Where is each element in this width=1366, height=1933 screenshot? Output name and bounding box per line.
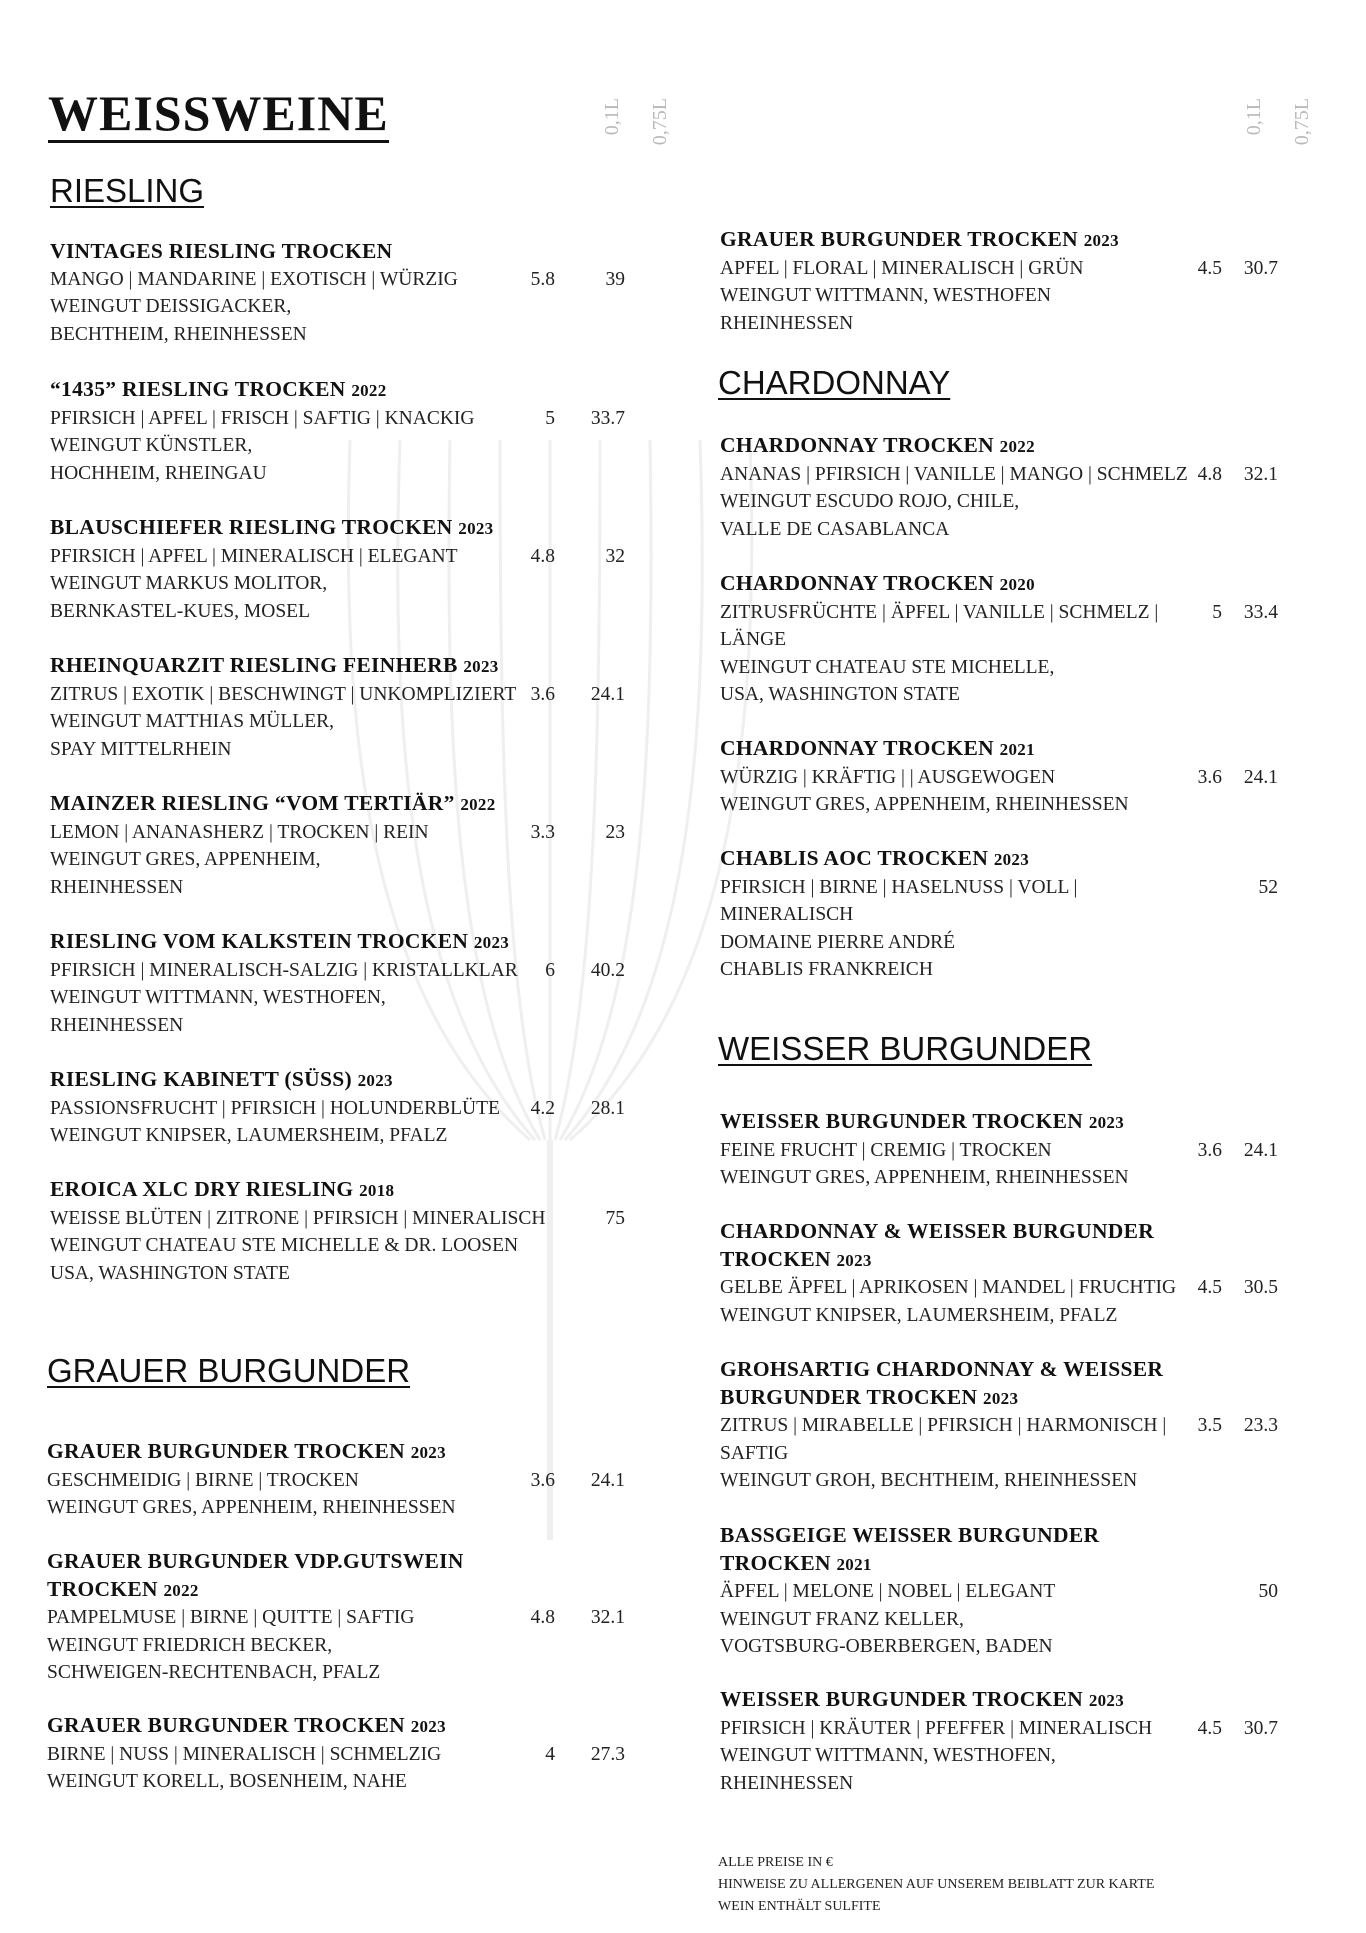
wine-year: 2023 <box>1083 231 1119 250</box>
wine-name-text: VINTAGES RIESLING TROCKEN <box>50 239 393 263</box>
wine-producer-line: WEINGUT CHATEAU STE MICHELLE, <box>720 656 1055 678</box>
wine-producer-line: WEINGUT MATTHIAS MÜLLER, <box>50 711 334 732</box>
wine-name-text: GRAUER BURGUNDER VDP.GUTSWEIN <box>47 1549 464 1573</box>
wine-year: 2023 <box>993 850 1030 869</box>
price-glass: 5 <box>545 407 555 429</box>
section-heading-grauer-burgunder: GRAUER BURGUNDER <box>47 1352 411 1389</box>
wine-name-line2: BURGUNDER TROCKEN <box>720 1384 978 1409</box>
wine-producer-line: VOGTSBURG-OBERBERGEN, BADEN <box>720 1636 1053 1657</box>
wine-entry <box>50 1176 630 1287</box>
footnotes <box>718 1852 1154 1918</box>
wine-entry <box>720 1522 1300 1661</box>
wine-name <box>50 928 630 957</box>
wine-year: 2023 <box>463 657 499 676</box>
wine-name <box>47 1548 627 1604</box>
wine-tasting-notes: ANANAS | PFIRSICH | VANILLE | MANGO | SCHMELZ <box>720 463 1188 485</box>
wine-producer-line: DOMAINE PIERRE ANDRÉ <box>720 931 956 953</box>
wine-name <box>720 1522 1300 1578</box>
section-heading-weisser-burgunder: WEISSER BURGUNDER <box>718 1030 1093 1067</box>
wine-tasting-notes: GELBE ÄPFEL | APRIKOSEN | MANDEL | FRUCHTIG <box>720 1277 1177 1298</box>
wine-producer-line: BECHTHEIM, RHEINHESSEN <box>50 323 307 345</box>
section-heading-chardonnay: CHARDONNAY <box>718 364 951 401</box>
wine-entry <box>50 376 630 487</box>
wine-tasting-notes: ZITRUS | EXOTIK | BESCHWINGT | UNKOMPLIZIERT <box>50 683 517 705</box>
wine-producer-line: WEINGUT MARKUS MOLITOR, <box>50 573 328 594</box>
wine-year: 2022 <box>163 1580 199 1600</box>
wine-year: 2023 <box>473 933 510 952</box>
wine-producer-line: LÄNGE <box>720 629 787 650</box>
wine-producer-line: HOCHHEIM, RHEINGAU <box>50 462 267 484</box>
wine-producer-line: RHEINHESSEN <box>50 1014 184 1036</box>
wine-tasting-notes: PFIRSICH | MINERALISCH-SALZIG | KRISTALLKLAR <box>50 959 518 981</box>
price-bottle: 40.2 <box>590 959 625 981</box>
wine-year: 2023 <box>458 519 494 538</box>
wine-entry <box>50 514 630 625</box>
wine-name <box>720 1686 1300 1715</box>
wine-year: 2021 <box>999 740 1035 759</box>
wine-entry <box>47 1438 627 1522</box>
wine-entry <box>50 238 630 348</box>
wine-tasting-notes: GESCHMEIDIG | BIRNE | TROCKEN <box>47 1469 359 1491</box>
wine-tasting-notes: PAMPELMUSE | BIRNE | QUITTE | SAFTIG <box>47 1607 415 1628</box>
wine-producer-line: WEINGUT KÜNSTLER, <box>50 435 253 456</box>
wine-name-text: RIESLING VOM KALKSTEIN TROCKEN <box>50 929 469 953</box>
wine-name-line2: TROCKEN <box>47 1576 158 1601</box>
wine-name <box>720 570 1300 599</box>
price-bottle: 33.4 <box>1243 601 1278 623</box>
wine-tasting-notes: ZITRUSFRÜCHTE | ÄPFEL | VANILLE | SCHMELZ | <box>720 601 1159 623</box>
wine-entry <box>50 1066 630 1150</box>
price-bottle: 32 <box>605 545 625 567</box>
wine-year: 2023 <box>983 1388 1019 1408</box>
wine-entry <box>720 1108 1300 1192</box>
wine-tasting-notes: ZITRUS | MIRABELLE | PFIRSICH | HARMONISCH | <box>720 1415 1167 1436</box>
wine-producer-line: WEINGUT FRIEDRICH BECKER, <box>47 1634 333 1656</box>
wine-producer-line: MINERALISCH <box>720 904 854 925</box>
price-glass: 3.5 <box>1197 1415 1222 1436</box>
wine-producer-line: RHEINHESSEN <box>720 312 854 334</box>
wine-year: 2021 <box>836 1554 872 1574</box>
wine-year: 2022 <box>460 795 496 814</box>
wine-producer-line: WEINGUT GRES, APPENHEIM, RHEINHESSEN <box>47 1497 456 1518</box>
price-glass: 6 <box>545 959 555 981</box>
wine-tasting-notes: LEMON | ANANASHERZ | TROCKEN | REIN <box>50 821 429 843</box>
wine-year: 2023 <box>410 1717 446 1736</box>
wine-entry <box>50 652 630 763</box>
wine-year: 2023 <box>836 1250 872 1270</box>
wine-entry <box>720 1218 1300 1329</box>
price-glass: 4.8 <box>530 545 555 567</box>
wine-name-text: CHARDONNAY TROCKEN <box>720 571 994 595</box>
price-glass: 3.6 <box>1197 1139 1222 1161</box>
wine-producer-line: WEINGUT WITTMANN, WESTHOFEN, <box>50 987 386 1008</box>
wine-entry <box>50 790 630 901</box>
wine-producer-line: WEINGUT CHATEAU STE MICHELLE & DR. LOOSEN <box>50 1235 519 1256</box>
wine-producer-line: WEINGUT ESCUDO ROJO, CHILE, <box>720 491 1020 512</box>
wine-name <box>50 790 630 819</box>
wine-producer-line: RHEINHESSEN <box>720 1772 854 1794</box>
wine-name-text: BLAUSCHIEFER RIESLING TROCKEN <box>50 515 453 539</box>
price-glass: 4.2 <box>530 1097 555 1119</box>
wine-name <box>50 376 630 405</box>
wine-tasting-notes: FEINE FRUCHT | CREMIG | TROCKEN <box>720 1139 1052 1161</box>
wine-tasting-notes: MANGO | MANDARINE | EXOTISCH | WÜRZIG <box>50 268 458 290</box>
wine-name-text: BASSGEIGE WEISSER BURGUNDER <box>720 1523 1100 1547</box>
price-bottle: 50 <box>1258 1581 1278 1602</box>
wine-name-text: CHABLIS AOC TROCKEN <box>720 846 989 870</box>
footnote-prices: ALLE PREISE IN € <box>718 1855 833 1870</box>
wine-entry <box>720 570 1300 709</box>
wine-year: 2023 <box>1088 1691 1125 1710</box>
price-bottle: 52 <box>1258 876 1278 898</box>
wine-tasting-notes: WEISSE BLÜTEN | ZITRONE | PFIRSICH | MINERALISCH <box>50 1207 546 1229</box>
wine-producer-line: WEINGUT GRES, APPENHEIM, RHEINHESSEN <box>720 1167 1129 1188</box>
price-glass: 5.8 <box>530 268 555 290</box>
price-bottle: 39 <box>605 268 625 290</box>
wine-entry <box>720 226 1300 337</box>
price-bottle: 24.1 <box>1243 766 1278 788</box>
wine-producer-line: WEINGUT WITTMANN, WESTHOFEN, <box>720 1745 1056 1766</box>
price-bottle: 32.1 <box>1243 463 1278 485</box>
volume-header-small: 0,1L <box>1243 98 1265 136</box>
price-glass: 5 <box>1212 601 1222 623</box>
wine-producer-line: WEINGUT KORELL, BOSENHEIM, NAHE <box>47 1771 407 1792</box>
price-bottle: 24.1 <box>1243 1139 1278 1161</box>
wine-producer-line: USA, WASHINGTON STATE <box>720 684 960 705</box>
volume-header-large: 0,75L <box>1291 98 1313 146</box>
price-glass: 3.6 <box>530 1469 555 1491</box>
wine-name <box>720 845 1300 874</box>
wine-producer-line: USA, WASHINGTON STATE <box>50 1262 290 1284</box>
wine-producer-line: WEINGUT GRES, APPENHEIM, <box>50 849 321 870</box>
wine-producer-line: WEINGUT GROH, BECHTHEIM, RHEINHESSEN <box>720 1470 1138 1491</box>
wine-producer-line: SAFTIG <box>720 1442 789 1464</box>
wine-name-text: GRAUER BURGUNDER TROCKEN <box>720 227 1079 251</box>
price-glass: 4.5 <box>1197 1277 1222 1298</box>
price-bottle: 23 <box>605 821 625 843</box>
wine-producer-line: WEINGUT FRANZ KELLER, <box>720 1608 964 1630</box>
wine-name-text: CHARDONNAY & WEISSER BURGUNDER <box>720 1219 1155 1243</box>
wine-tasting-notes: PFIRSICH | APFEL | MINERALISCH | ELEGANT <box>50 545 458 567</box>
wine-name-text: GRAUER BURGUNDER TROCKEN <box>47 1713 406 1737</box>
wine-producer-line: WEINGUT DEISSIGACKER, <box>50 296 292 317</box>
wine-year: 2022 <box>351 381 387 400</box>
price-glass: 4.8 <box>530 1607 555 1628</box>
page-title: WEISSWEINE <box>48 85 389 141</box>
wine-entry <box>50 928 630 1039</box>
wine-tasting-notes: BIRNE | NUSS | MINERALISCH | SCHMELZIG <box>47 1743 442 1765</box>
wine-name-text: CHARDONNAY TROCKEN <box>720 736 994 760</box>
wine-name-text: GROHSARTIG CHARDONNAY & WEISSER <box>720 1357 1164 1381</box>
section-heading-riesling: RIESLING <box>50 172 205 209</box>
wine-name <box>720 1108 1300 1137</box>
price-bottle: 75 <box>605 1207 625 1229</box>
wine-name <box>720 1356 1300 1412</box>
wine-tasting-notes: ÄPFEL | MELONE | NOBEL | ELEGANT <box>720 1581 1056 1602</box>
volume-header-small: 0,1L <box>601 98 623 136</box>
wine-tasting-notes: APFEL | FLORAL | MINERALISCH | GRÜN <box>720 257 1084 279</box>
wine-name <box>720 432 1300 461</box>
price-bottle: 24.1 <box>590 1469 625 1491</box>
footnote-allergens: HINWEISE ZU ALLERGENEN AUF UNSEREM BEIBLATT ZUR KARTE <box>718 1877 1155 1892</box>
price-glass: 3.6 <box>530 683 555 705</box>
wine-entry <box>720 1356 1300 1495</box>
wine-name-text: EROICA XLC DRY RIESLING <box>50 1177 354 1201</box>
wine-name-line2: TROCKEN <box>720 1550 831 1575</box>
wine-producer-line: SPAY MITTELRHEIN <box>50 738 232 760</box>
wine-entry <box>47 1712 627 1796</box>
wine-producer-line: WEINGUT KNIPSER, LAUMERSHEIM, PFALZ <box>720 1304 1118 1326</box>
wine-producer-line: CHABLIS FRANKREICH <box>720 959 933 980</box>
wine-entry <box>47 1548 627 1687</box>
wine-name-line2: TROCKEN <box>720 1246 831 1271</box>
wine-entry <box>720 1686 1300 1797</box>
price-bottle: 33.7 <box>590 407 625 429</box>
wine-name <box>50 1176 630 1205</box>
price-glass: 3.6 <box>1197 766 1222 788</box>
wine-producer-line: WEINGUT GRES, APPENHEIM, RHEINHESSEN <box>720 794 1129 815</box>
wine-tasting-notes: PASSIONSFRUCHT | PFIRSICH | HOLUNDERBLÜTE <box>50 1097 500 1119</box>
price-bottle: 23.3 <box>1243 1415 1278 1436</box>
wine-producer-line: WEINGUT KNIPSER, LAUMERSHEIM, PFALZ <box>50 1125 448 1146</box>
price-bottle: 30.7 <box>1243 1717 1278 1739</box>
wine-name-text: GRAUER BURGUNDER TROCKEN <box>47 1439 411 1463</box>
price-bottle: 30.5 <box>1243 1277 1278 1298</box>
wine-tasting-notes: WÜRZIG | KRÄFTIG | | AUSGEWOGEN <box>720 766 1056 788</box>
wine-year: 2018 <box>359 1181 395 1200</box>
wine-year: 2023 <box>410 1443 446 1462</box>
price-bottle: 28.1 <box>590 1097 625 1119</box>
wine-name <box>50 652 630 681</box>
wine-name <box>47 1712 627 1741</box>
wine-year: 2023 <box>357 1071 393 1090</box>
wine-name-text: “1435” RIESLING TROCKEN <box>50 377 346 401</box>
price-glass: 4.5 <box>1197 1717 1222 1739</box>
wine-entry <box>720 845 1300 984</box>
price-bottle: 32.1 <box>590 1607 625 1628</box>
wine-name <box>50 514 630 543</box>
wine-name-text: RIESLING KABINETT (SÜSS) <box>50 1067 352 1091</box>
wine-name-text: CHARDONNAY TROCKEN <box>720 433 994 457</box>
wine-producer-line: SCHWEIGEN-RECHTENBACH, PFALZ <box>47 1662 381 1683</box>
price-bottle: 27.3 <box>590 1743 625 1765</box>
wine-name <box>720 1218 1300 1274</box>
price-glass: 4.5 <box>1197 257 1222 279</box>
price-glass: 4.8 <box>1197 463 1222 485</box>
wine-name <box>720 226 1300 255</box>
wine-entry <box>720 432 1300 543</box>
price-bottle: 24.1 <box>590 683 625 705</box>
wine-tasting-notes: PFIRSICH | APFEL | FRISCH | SAFTIG | KNACKIG <box>50 407 475 429</box>
wine-year: 2023 <box>1088 1113 1125 1132</box>
wine-producer-line: BERNKASTEL-KUES, MOSEL <box>50 600 311 622</box>
wine-year: 2020 <box>999 575 1035 594</box>
wine-year: 2022 <box>999 437 1035 456</box>
wine-tasting-notes: PFIRSICH | BIRNE | HASELNUSS | VOLL | <box>720 876 1078 898</box>
wine-name <box>720 735 1300 764</box>
wine-name <box>50 1066 630 1095</box>
price-bottle: 30.7 <box>1243 257 1278 279</box>
wine-name <box>47 1438 627 1467</box>
footnote-sulfites: WEIN ENTHÄLT SULFITE <box>718 1899 881 1914</box>
wine-name-text: MAINZER RIESLING “VOM TERTIÄR” <box>50 791 455 815</box>
wine-name-text: WEISSER BURGUNDER TROCKEN <box>720 1687 1084 1711</box>
wine-producer-line: VALLE DE CASABLANCA <box>720 518 950 540</box>
price-glass: 4 <box>545 1743 555 1765</box>
wine-name-text: RHEINQUARZIT RIESLING FEINHERB <box>50 653 458 677</box>
wine-name-text: WEISSER BURGUNDER TROCKEN <box>720 1109 1084 1133</box>
price-glass: 3.3 <box>530 821 555 843</box>
volume-header-large: 0,75L <box>649 98 671 146</box>
wine-producer-line: WEINGUT WITTMANN, WESTHOFEN <box>720 285 1051 306</box>
wine-producer-line: RHEINHESSEN <box>50 876 184 898</box>
wine-entry <box>720 735 1300 819</box>
wine-name <box>50 238 630 266</box>
wine-tasting-notes: PFIRSICH | KRÄUTER | PFEFFER | MINERALISCH <box>720 1717 1153 1739</box>
